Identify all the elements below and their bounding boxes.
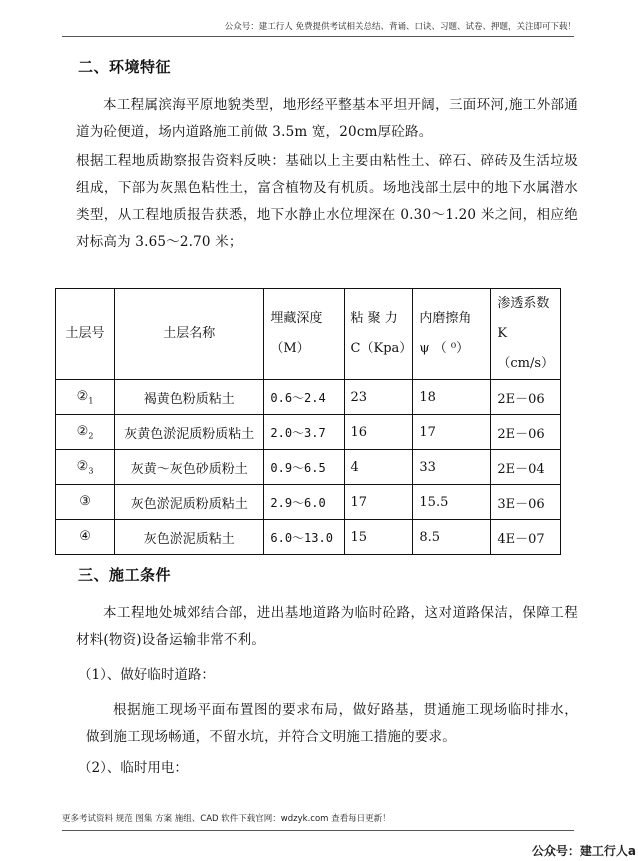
- header-notice: 公众号：建工行人 免费提供考试相关总结、背诵、口诀、习题、试卷、押题，关注即可下载！: [224, 22, 576, 32]
- cell-cohesion: 4: [344, 450, 413, 485]
- table-header-row: [56, 289, 561, 380]
- table-row: [56, 415, 561, 450]
- cell-layer-name: 灰黄～灰色砂质粉土: [115, 450, 264, 485]
- cell-cohesion: 23: [344, 380, 413, 415]
- cell-permeability: 2E－04: [491, 450, 561, 485]
- cell-depth: 2.0～3.7: [264, 415, 344, 450]
- footer-divider: [62, 830, 574, 831]
- cell-cohesion: 15: [344, 520, 413, 555]
- table-row: [56, 380, 561, 415]
- cell-depth: 0.9～6.5: [264, 450, 344, 485]
- table-row: [56, 450, 561, 485]
- watermark: 公众号：建工行人a: [531, 844, 636, 858]
- cell-layer-id: ④: [56, 520, 115, 555]
- conditions-paragraph-1: 本工程地处城郊结合部，进出基地道路为临时砼路，这对道路保洁，保障工程材料(物资)设备运输非常不利。: [76, 605, 578, 648]
- cell-layer-id: $②_2$: [56, 415, 115, 450]
- cell-permeability: 2E－06: [491, 415, 561, 450]
- cell-layer-id: $②_1$: [56, 380, 115, 415]
- cell-layer-name: 褐黄色粉质粘土: [115, 380, 264, 415]
- environment-paragraph-2: 根据工程地质勘察报告资料反映：基础以上主要由粘性土、碎石、碎砖及生活垃圾组成，下部为灰黑色粘性土，富含植物及有机质。场地浅部土层中的地下水属潜水类型，从工程地质报告获悉，地下水静止水位埋深在 0.30～1.20 米之间，相应绝对标高为 3.65～2.70 米；: [76, 153, 578, 250]
- table-row: [56, 520, 561, 555]
- cell-friction: 8.5: [413, 520, 491, 555]
- cell-permeability: 4E－07: [491, 520, 561, 555]
- cell-depth: 2.9～6.0: [264, 485, 344, 520]
- cell-cohesion: 16: [344, 415, 413, 450]
- cell-depth: 0.6～2.4: [264, 380, 344, 415]
- header-layer-name: 土层名称: [115, 289, 264, 380]
- soil-layer-table: [55, 288, 561, 555]
- cell-layer-id: $②_3$: [56, 450, 115, 485]
- table-row: [56, 485, 561, 520]
- cell-permeability: 2E－06: [491, 380, 561, 415]
- header-divider: [62, 36, 574, 37]
- cell-friction: 15.5: [413, 485, 491, 520]
- section-title-environment: 二、环境特征: [78, 58, 172, 76]
- environment-paragraph-1: 本工程属滨海平原地貌类型，地形经平整基本平坦开阔，三面环河,施工外部通道为砼便道，场内道路施工前做 3.5m 宽，20cm厚砼路。: [76, 97, 578, 140]
- cell-depth: 6.0～13.0: [264, 520, 344, 555]
- header-cohesion: 粘 聚 力 C（Kpa）: [344, 289, 413, 380]
- header-depth: 埋藏深度 （M）: [264, 289, 344, 380]
- header-permeability: 渗透系数 K（cm/s）: [491, 289, 561, 380]
- cell-layer-id: ③: [56, 485, 115, 520]
- cell-friction: 18: [413, 380, 491, 415]
- page-header: [0, 0, 638, 38]
- cell-friction: 33: [413, 450, 491, 485]
- header-friction-angle: 内磨擦角 ψ （ ⁰）: [413, 289, 491, 380]
- section-construction-conditions: [78, 564, 578, 782]
- cell-friction: 17: [413, 415, 491, 450]
- item-2-title: （2）、临时用电：: [78, 760, 188, 776]
- cell-cohesion: 17: [344, 485, 413, 520]
- item-1-title: （1）、做好临时道路：: [78, 667, 215, 683]
- cell-layer-name: 灰黄色淤泥质粉质粘土: [115, 415, 264, 450]
- header-layer-id: 土层号: [56, 289, 115, 380]
- item-1-text: 根据施工现场平面布置图的要求布局，做好路基，贯通施工现场临时排水，做到施工现场畅通，不留水坑，并符合文明施工措施的要求。: [86, 702, 578, 745]
- footer-notice: 更多考试资料 规范 图集 方案 施组、CAD 软件下载官网：wdzyk.com 查看每日更新！: [62, 814, 391, 824]
- cell-layer-name: 灰色淤泥质粉质粘土: [115, 485, 264, 520]
- cell-permeability: 3E－06: [491, 485, 561, 520]
- section-title-conditions: 三、施工条件: [78, 566, 172, 584]
- section-environment: [78, 56, 578, 256]
- cell-layer-name: 灰色淤泥质粘土: [115, 520, 264, 555]
